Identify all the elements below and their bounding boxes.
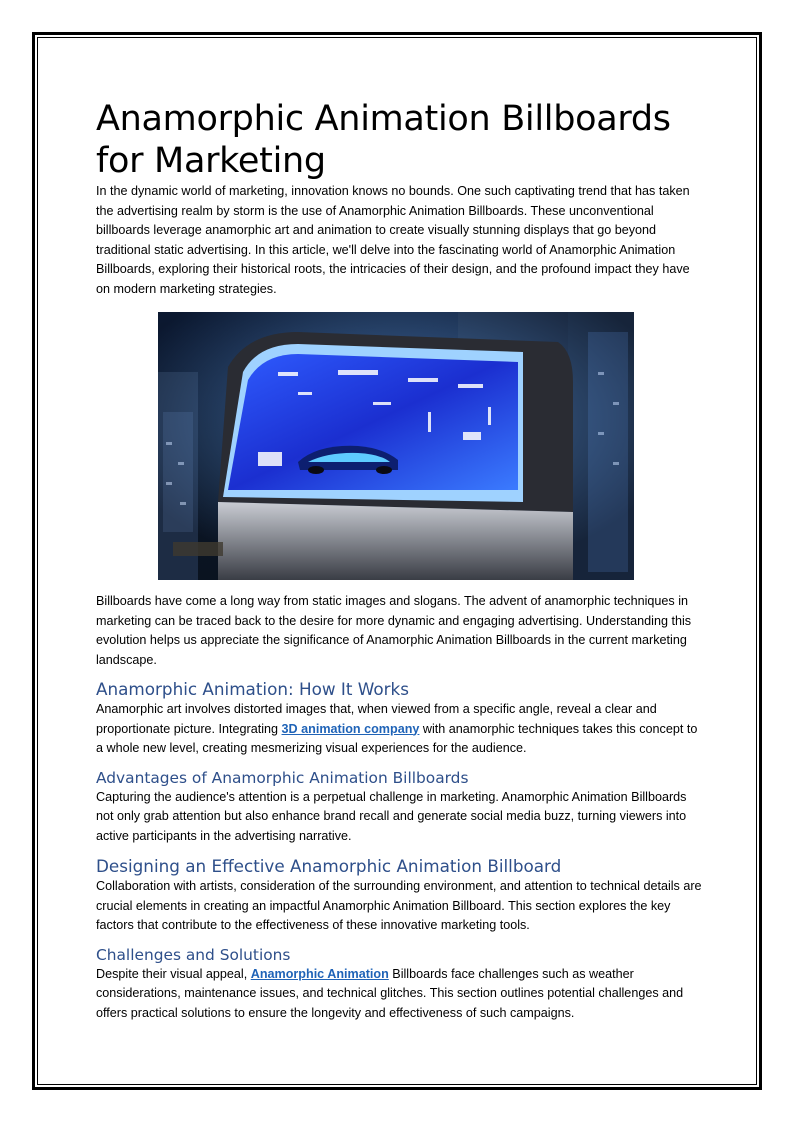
section-text: Despite their visual appeal, bbox=[96, 966, 251, 981]
evolution-paragraph: Billboards have come a long way from static images and slogans. The advent of anamorphic techniques in marketing can be traced back to the desire for more dynamic and engaging advertising. Understanding this evolution helps us appreciate the significance of Anamorphic Animation Billboards in the current marketing landscape. bbox=[96, 594, 692, 667]
anamorphic-animation-link[interactable]: Anamorphic Animation bbox=[250, 966, 389, 981]
section-designing bbox=[96, 855, 702, 936]
section-challenges bbox=[96, 945, 702, 1024]
section-text: with anamorphic techniques takes this concept to a whole new level, creating mesmerizing visual experiences for the audience. bbox=[96, 721, 698, 755]
section-paragraph: Collaboration with artists, consideration of the surrounding environment, and attention to technical details are crucial elements in creating an impactful Anamorphic Animation Billboard. This section explores the key factors that contribute to the effectiveness of these innovative marketing tools. bbox=[96, 879, 702, 932]
section-heading: Challenges and Solutions bbox=[96, 945, 291, 964]
3d-animation-company-link[interactable]: 3D animation company bbox=[281, 721, 420, 736]
section-heading: Designing an Effective Anamorphic Animation Billboard bbox=[96, 856, 562, 876]
section-paragraph: Capturing the audience's attention is a perpetual challenge in marketing. Anamorphic Animation Billboards not only grab attention but also enhance brand recall and generate social media buzz, turning viewers into active participants in the advertising narrative. bbox=[96, 789, 687, 843]
section-paragraph bbox=[96, 700, 702, 759]
section-how-it-works bbox=[96, 678, 702, 759]
page-title: Anamorphic Animation Billboards for Marketing bbox=[96, 99, 671, 181]
section-heading: Advantages of Anamorphic Animation Billboards bbox=[96, 768, 469, 787]
section-text: Anamorphic art involves distorted images that, when viewed from a specific angle, reveal a clear and proportionate picture. Integrating bbox=[96, 702, 657, 736]
section-heading: Anamorphic Animation: How It Works bbox=[96, 679, 410, 699]
section-paragraph bbox=[96, 965, 702, 1024]
section-advantages bbox=[96, 768, 702, 847]
intro-paragraph: In the dynamic world of marketing, innovation knows no bounds. One such captivating trend that has taken the advertising realm by storm is the use of Anamorphic Animation Billboards. These unconventional billboards leverage anamorphic art and animation to create visually stunning displays that go beyond traditional static advertising. In this article, we'll delve into the fascinating world of Anamorphic Animation Billboards, exploring their historical roots, the intricacies of their design, and the profound impact they have on modern marketing strategies. bbox=[96, 184, 690, 296]
billboard-hero-image bbox=[158, 312, 634, 580]
article bbox=[96, 98, 702, 1023]
section-text: Billboards face challenges such as weather considerations, maintenance issues, and technical glitches. This section outlines potential challenges and offers practical solutions to ensure the longevity and effectiveness of such campaigns. bbox=[96, 966, 684, 1020]
